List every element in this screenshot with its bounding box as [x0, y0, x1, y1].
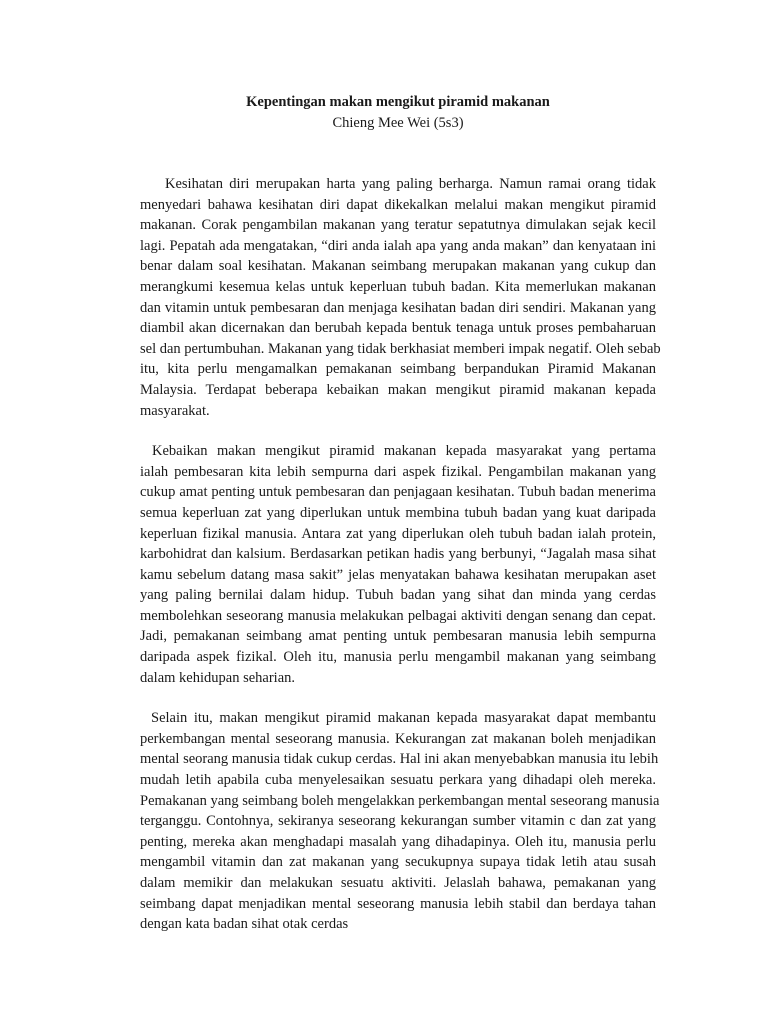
text-line: perkembangan mental seseorang manusia. Kekurangan zat makanan boleh menjadikan [140, 730, 656, 747]
text-line: makanan. Corak pengambilan makanan yang teratur sepatutnya dimulakan sejak kecil [140, 217, 656, 234]
text-line: daripada aspek fizikal. Oleh itu, manusia perlu mengambil makanan yang seimbang [140, 649, 656, 666]
text-line: merangkumi kesemua kelas untuk keperluan tubuh badan. Kita memerlukan makanan [140, 278, 656, 295]
text-line: yang paling bernilai dalam hidup. Tubuh badan yang sihat dan minda yang cerdas [140, 587, 656, 604]
text-line: itu, kita perlu mengamalkan pemakanan seimbang berpandukan Piramid Makanan [140, 361, 656, 378]
paragraph-2 [140, 441, 656, 688]
document-title: Kepentingan makan mengikut piramid makanan [246, 94, 550, 110]
text-line: masyarakat. [140, 402, 210, 419]
paragraph-3 [140, 708, 660, 935]
text-line: dan vitamin untuk pembesaran dan menjaga kesihatan badan diri sendiri. Makanan yang [140, 299, 656, 316]
text-line: membolehkan seseorang manusia melakukan pelbagai aktiviti dengan senang dan cepat. [140, 607, 656, 624]
text-line: Kesihatan diri merupakan harta yang paling berharga. Namun ramai orang tidak [165, 176, 656, 192]
text-line: Selain itu, makan mengikut piramid makanan kepada masyarakat dapat membantu [151, 710, 656, 727]
text-line: benar dalam soal kesihatan. Makanan seimbang merupakan makanan yang cukup dan [140, 258, 656, 275]
text-line: seimbang dapat menjadikan mental seseorang manusia lebih stabil dan berdaya tahan [140, 895, 656, 912]
document-page [140, 92, 661, 935]
text-line: semua keperluan zat yang diperlukan untuk membina tubuh badan yang kuat daripada [140, 504, 656, 521]
text-line: mental seorang manusia tidak cukup cerdas. Hal ini akan menyebabkan manusia itu lebih [140, 751, 659, 768]
text-line: sel dan pertumbuhan. Makanan yang tidak berkhasiat memberi impak negatif. Oleh sebab [140, 340, 661, 357]
text-line: Malaysia. Terdapat beberapa kebaikan makan mengikut piramid makanan kepada [140, 381, 656, 398]
text-line: lagi. Pepatah ada mengatakan, “diri anda ialah apa yang anda makan” dan kenyataan ini [140, 237, 656, 254]
text-line: penting, mereka akan menghadapi masalah yang dihadapinya. Oleh itu, manusia perlu [140, 833, 656, 850]
text-line: keperluan fizikal manusia. Antara zat yang diperlukan oleh tubuh badan ialah protein, [140, 525, 656, 542]
text-line: Kebaikan makan mengikut piramid makanan kepada masyarakat yang pertama [152, 443, 656, 460]
text-line: dalam kehidupan seharian. [140, 669, 296, 686]
document-author: Chieng Mee Wei (5s3) [332, 115, 464, 131]
text-line: Pemakanan yang seimbang boleh mengelakkan perkembangan mental seseorang manusia [140, 792, 660, 809]
text-line: mudah letih apabila cuba menyelesaikan sesuatu perkara yang dihadapi oleh mereka. [140, 772, 656, 789]
text-line: dalam memikir dan melakukan sesuatu aktiviti. Jelaslah bahawa, pemakanan yang [140, 875, 656, 891]
paragraph-1 [140, 174, 661, 421]
text-line: kamu sebelum datang masa sakit” jelas menyatakan bahawa kesihatan merupakan aset [140, 566, 656, 583]
text-line: menyedari bahawa kesihatan diri dapat dikekalkan melalui makan mengikut piramid [140, 196, 656, 213]
text-line: karbohidrat dan kalsium. Berdasarkan petikan hadis yang berbunyi, “Jagalah masa sihat [140, 546, 656, 563]
text-line: mengambil vitamin dan zat makanan yang secukupnya supaya tidak letih atau susah [140, 854, 656, 871]
text-line: ialah pembesaran kita lebih sempurna dari aspek fizikal. Pengambilan makanan yang [140, 463, 656, 480]
text-line: terganggu. Contohnya, sekiranya seseorang kekurangan sumber vitamin c dan zat yang [140, 813, 656, 830]
text-line: diambil akan dicernakan dan berubah kepada bentuk tenaga untuk proses pembaharuan [140, 320, 656, 337]
text-line: dengan kata badan sihat otak cerdas [140, 916, 349, 933]
text-line: cukup amat penting untuk pembesaran dan penjagaan kesihatan. Tubuh badan menerima [140, 484, 656, 501]
text-line: Jadi, pemakanan seimbang amat penting untuk pembesaran manusia lebih sempurna [140, 628, 656, 645]
